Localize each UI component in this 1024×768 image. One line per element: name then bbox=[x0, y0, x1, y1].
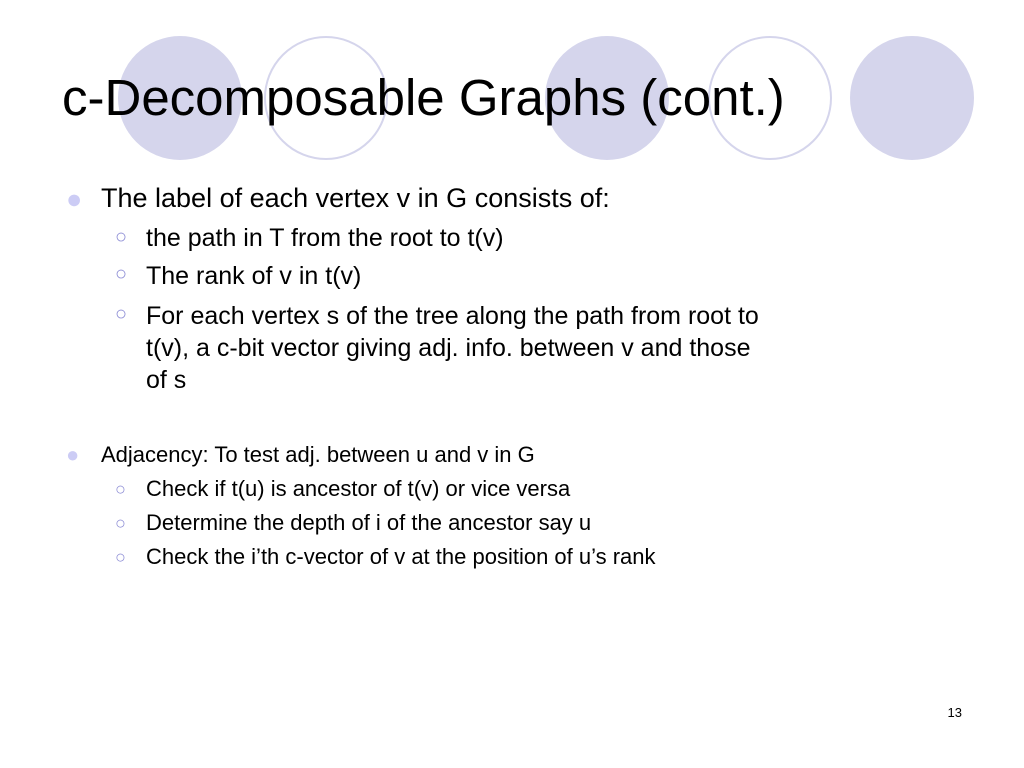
page-number: 13 bbox=[947, 705, 962, 720]
bullet-icon: ● bbox=[66, 184, 83, 214]
sub-bullet-icon: ○ bbox=[115, 479, 126, 499]
decorative-circle-filled bbox=[850, 36, 974, 160]
sub-bullet-text: The rank of v in t(v) bbox=[146, 262, 362, 290]
sub-bullet-text-line: of s bbox=[146, 366, 187, 394]
sub-bullet-icon: ○ bbox=[115, 547, 126, 567]
bullet-icon: ● bbox=[66, 442, 80, 467]
slide-title: c-Decomposable Graphs (cont.) bbox=[62, 69, 785, 126]
sub-bullet-text: Check the i’th c-vector of v at the position of u’s rank bbox=[146, 544, 656, 569]
sub-bullet-text-line: For each vertex s of the tree along the path from root to bbox=[146, 302, 759, 330]
sub-bullet-text: Check if t(u) is ancestor of t(v) or vice versa bbox=[146, 476, 571, 501]
bullet-text: The label of each vertex v in G consists of: bbox=[101, 183, 610, 213]
sub-bullet-icon: ○ bbox=[115, 303, 128, 325]
bullet-text: Adjacency: To test adj. between u and v in G bbox=[101, 442, 535, 467]
sub-bullet-text: Determine the depth of i of the ancestor say u bbox=[146, 510, 592, 535]
sub-bullet-text: the path in T from the root to t(v) bbox=[146, 224, 504, 252]
sub-bullet-icon: ○ bbox=[115, 263, 128, 285]
sub-bullet-icon: ○ bbox=[115, 226, 128, 248]
sub-bullet-text-line: t(v), a c-bit vector giving adj. info. between v and those bbox=[146, 334, 751, 362]
sub-bullet-icon: ○ bbox=[115, 513, 126, 533]
